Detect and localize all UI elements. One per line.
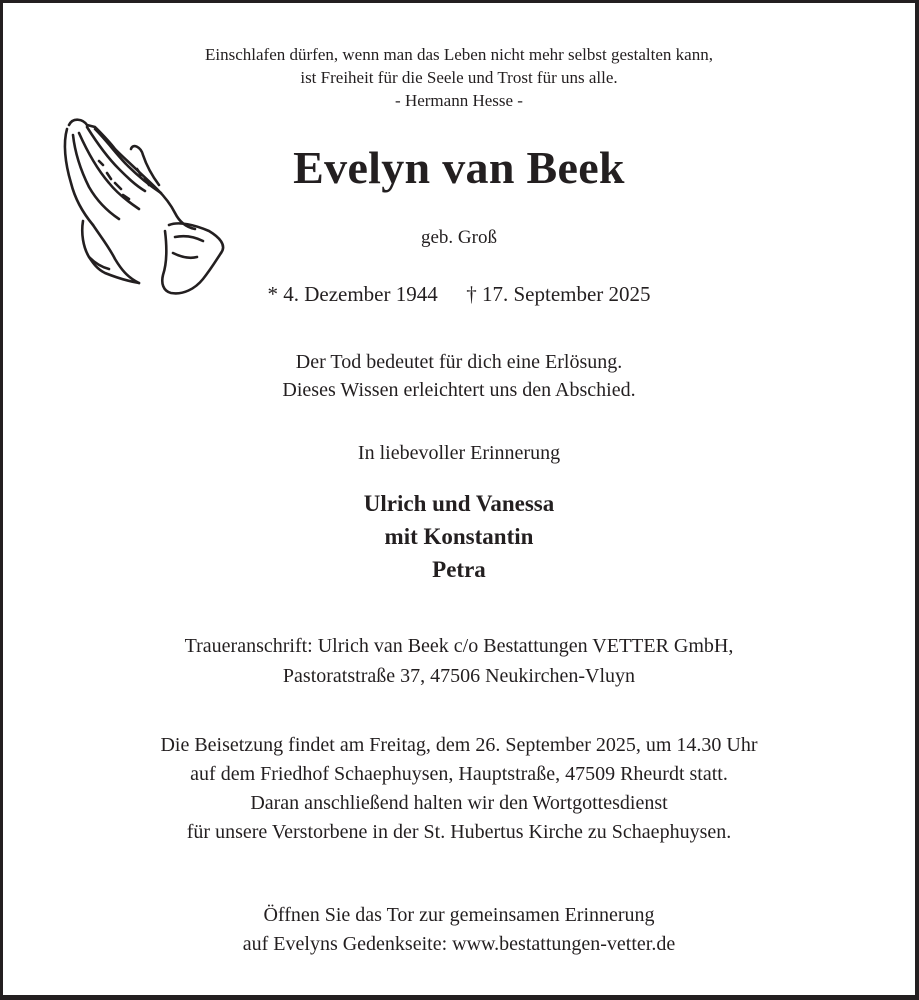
mourner-line: Ulrich und Vanessa (363, 491, 555, 516)
deceased-name: Evelyn van Beek (293, 142, 625, 193)
burial-line: auf dem Friedhof Schaephuysen, Hauptstraße, 47509 Rheurdt statt. (190, 763, 728, 785)
mourner-line: Petra (432, 557, 486, 582)
quote-line: Einschlafen dürfen, wenn man das Leben nicht mehr selbst gestalten kann, (205, 45, 713, 64)
memorial-line: Öffnen Sie das Tor zur gemeinsamen Erinnerung (263, 904, 655, 926)
burial-line: für unsere Verstorbene in der St. Hubertus Kirche zu Schaephuysen. (186, 821, 732, 843)
mourners (3, 487, 915, 586)
maiden-name: geb. Groß (421, 227, 497, 248)
mourning-address (3, 631, 915, 691)
burial-info (3, 731, 915, 847)
life-dates (3, 282, 915, 307)
quote-line: ist Freiheit für die Seele und Trost für uns alle. (300, 68, 618, 87)
memorial-url[interactable]: www.bestattungen-vetter.de (452, 933, 676, 955)
obituary-notice (3, 3, 915, 995)
quote-author: - Hermann Hesse - (395, 91, 523, 110)
address-line: Traueranschrift: Ulrich van Beek c/o Bestattungen VETTER GmbH, (184, 635, 734, 657)
birth-date: * 4. Dezember 1944 (267, 282, 438, 306)
mourner-line: mit Konstantin (384, 524, 534, 549)
memory-line: In liebevoller Erinnerung (357, 442, 561, 464)
address-line: Pastoratstraße 37, 47506 Neukirchen-Vluyn (282, 665, 636, 687)
memorial-page-info (3, 901, 915, 959)
memorial-line (3, 930, 915, 959)
verse-line: Der Tod bedeutet für dich eine Erlösung. (295, 351, 623, 373)
quote (3, 43, 915, 112)
burial-line: Daran anschließend halten wir den Wortgottesdienst (250, 792, 668, 814)
death-date: † 17. September 2025 (466, 282, 651, 306)
verse-line: Dieses Wissen erleichtert uns den Abschied. (282, 379, 636, 401)
verse (3, 348, 915, 404)
burial-line: Die Beisetzung findet am Freitag, dem 26. September 2025, um 14.30 Uhr (160, 734, 758, 756)
memorial-prefix: auf Evelyns Gedenkseite: (242, 933, 453, 955)
